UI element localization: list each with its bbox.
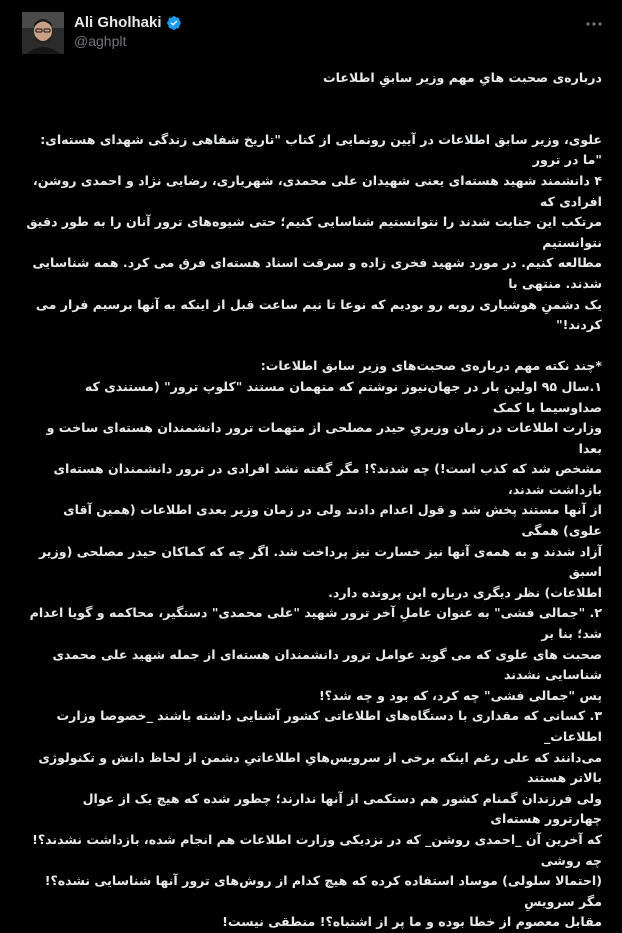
text-line: پس "جمالی فشی" چه کرد، که بود و چه شد؟! — [318, 687, 602, 703]
text-line: مقابل معصوم از خطا بوده و ما پر از اشتباه؟! منطقی نیست! — [222, 914, 602, 930]
title-line: درباره‌ی صحبت هایِ مهم وزیر سابقِ اطلاعات — [323, 70, 602, 85]
author-handle[interactable]: @aghplt — [74, 33, 127, 49]
points-section — [22, 356, 602, 933]
author-display-name[interactable]: Ali Gholhaki — [74, 14, 162, 31]
tweet-header — [0, 0, 622, 64]
text-line: که آخرین آن _احمدی روشن_ که در نزدیکی وزارت اطلاعات هم انجام شده، بازداشت نشدند؟! چه روشی — [32, 831, 602, 868]
text-line: مرتکب این جنایت شدند را نتوانستیم شناسایی کنیم؛ حتی شیوه‌های ترور آنان را به طور دقیق نتوانستیم — [26, 214, 602, 250]
avatar-portrait-icon — [22, 12, 64, 54]
verified-badge-icon — [166, 15, 182, 31]
text-line: وزارت اطلاعات در زمان وزیریِ حیدر مصلحی از متهمات ترور دانشمندان هسته‌ای ساخت و بعدا — [46, 420, 602, 456]
text-line: (احتمالا سلولی) موساد استفاده کرده که هیچ کدام از روش‌های ترور آنها شناسایی نشده؟! مگر سرویسِ — [44, 873, 602, 909]
points-heading: *چند نکته مهم درباره‌ی صحبت‌های وزیر سابق اطلاعات: — [260, 358, 602, 374]
text-line: از آنها مستند پخش شد و قول اعدام دادند ولی در زمان وزیر بعدی اطلاعات (همین آقای علوی) همگی — [63, 502, 602, 539]
more-options-icon — [584, 14, 604, 34]
text-line: ۴ دانشمند شهید هسته‌ای یعنی شهیدان علی محمدی، شهریاری، رضایی نژاد و احمدی روشن، افرادی که — [32, 172, 602, 209]
text-line: ولی فرزندان گمنام کشور هم دستکمی از آنها ندارند؛ چطور شده که هیچ یک از عوال چهارترور هسته‌ای — [82, 790, 602, 827]
author-name-row[interactable] — [74, 14, 182, 31]
text-line: مشخص شد که کذب است!) چه شدند؟! مگر گفته نشد افرادی در ترور دانشمندان هسته‌ای بازداشت شدند، — [53, 461, 602, 497]
text-line: اطلاعات) نظر دیگری درباره این پرونده دارد. — [328, 584, 602, 600]
tweet-title — [22, 68, 602, 89]
text-line: ۲. "جمالی فشی" به عنوان عاملِ آخر ترور شهید "علی محمدی" دستگیر، محاکمه و گویا اعدام شد؛ بنا بر — [29, 605, 602, 642]
text-line: مطالعه کنیم. در مورد شهید فخری زاده و سرقت اسناد هسته‌ای فرق می کرد. همه شناسایی شدند. منتهی با — [32, 255, 602, 291]
text-line: می‌دانند که علی رغم اینکه برخی از سرویس‌هایِ اطلاعاتیِ دشمن از لحاظ دانش و تکنولوژی بالاتر هستند — [38, 749, 602, 786]
paragraph-gap — [22, 109, 602, 130]
text-line: ۱.سال ۹۵ اولین بار در جهان‌نیوز نوشتم که متهمان مستند "کلوپ ترور" (مستندی که صداوسیما با کمک — [84, 378, 602, 415]
paragraph-1 — [22, 130, 602, 336]
text-line: ۳. کسانی که مقداری با دستگاه‌های اطلاعاتی کشور آشنایی داشته باشند _خصوصا وزارت اطلاعات_ — [56, 708, 602, 744]
more-options-button[interactable] — [584, 14, 604, 34]
text-line: یک دشمنِ هوشیاری روبه رو بودیم که نوعا تا نیم ساعت قبل از اینکه به آنها برسیم فرار می کردند!" — [35, 296, 602, 333]
tweet-text — [22, 68, 602, 933]
paragraph-gap — [22, 336, 602, 357]
avatar[interactable] — [22, 12, 64, 54]
author-block — [74, 12, 182, 49]
text-line: علوی، وزیر سابق اطلاعات در آیین رونمایی از کتاب "تاریخ شفاهی زندگی شهدای هسته‌ای: "ما در ترور — [40, 131, 602, 168]
paragraph-gap — [22, 89, 602, 110]
text-line: آزاد شدند و به همه‌ی آنها نیز خسارت نیز پرداخت شد. اگر چه که کماکان حیدر مصلحی (وزیر اسبق — [38, 543, 602, 580]
text-line: صحبت های علوی که می گوید عوامل ترور دانشمندان هسته‌ای از جمله شهید علی محمدی شناسایی نشدند — [52, 646, 602, 683]
